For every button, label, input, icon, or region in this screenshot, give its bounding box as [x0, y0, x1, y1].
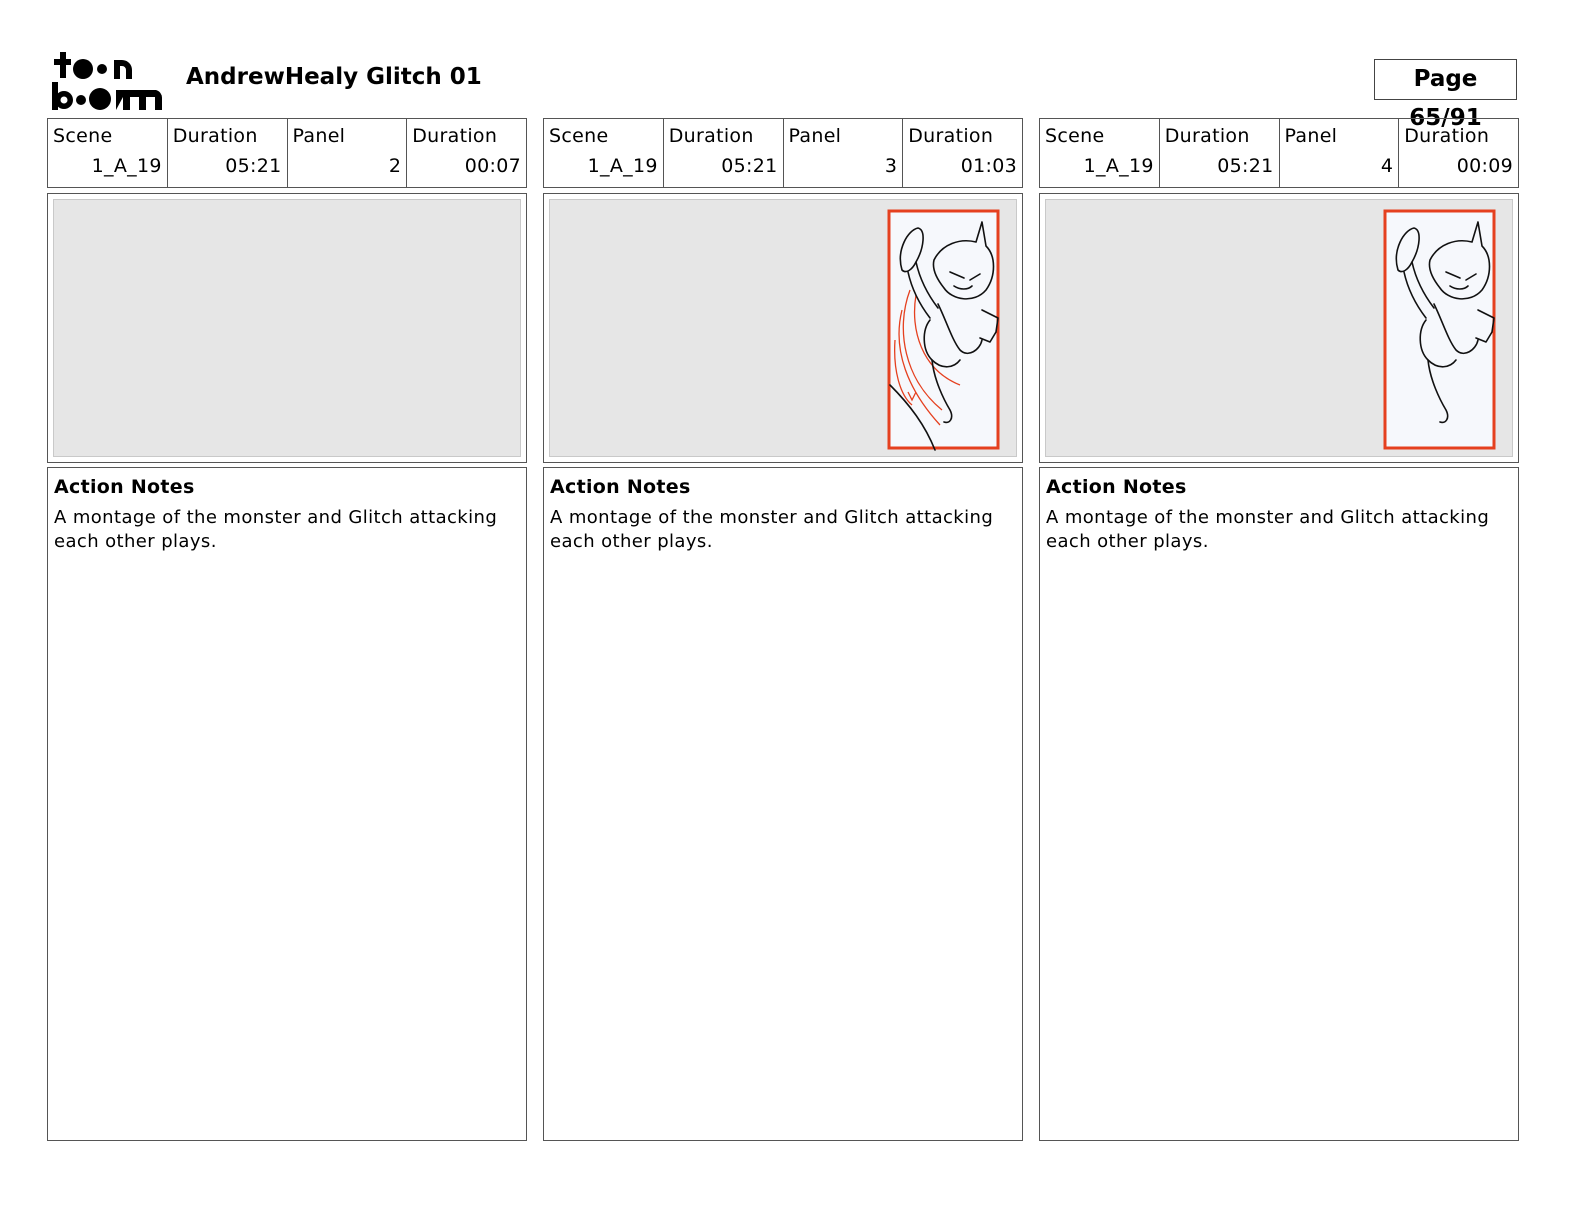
panel-cell	[784, 119, 904, 187]
action-notes-title: Action Notes	[1046, 476, 1187, 498]
scene-value: 1_A_19	[587, 155, 658, 177]
action-notes-title: Action Notes	[54, 476, 195, 498]
action-notes-box[interactable]	[1039, 467, 1519, 1141]
scene-value: 1_A_19	[91, 155, 162, 177]
camera-frame	[1385, 211, 1494, 448]
document-title: AndrewHealy Glitch 01	[186, 64, 482, 90]
panel-info-table	[543, 118, 1023, 188]
scene-label: Scene	[1045, 125, 1105, 147]
toonboom-logo	[50, 50, 164, 112]
scene-duration-value: 05:21	[1217, 155, 1274, 177]
action-notes-box[interactable]	[543, 467, 1023, 1141]
panel-duration-value: 00:07	[464, 155, 521, 177]
action-notes-text: A montage of the monster and Glitch attacking each other plays.	[1046, 507, 1490, 552]
action-notes-text: A montage of the monster and Glitch attacking each other plays.	[54, 507, 498, 552]
panel-info-table	[47, 118, 527, 188]
scene-duration-cell	[1160, 119, 1280, 187]
storyboard-drawing	[550, 200, 1018, 458]
panel-frame[interactable]	[47, 193, 527, 463]
panel-info-table	[1039, 118, 1519, 188]
scene-duration-value: 05:21	[721, 155, 778, 177]
panel-label: Panel	[292, 125, 346, 147]
scene-duration-cell	[168, 119, 288, 187]
scene-duration-label: Duration	[668, 125, 754, 147]
panel-frame[interactable]	[543, 193, 1023, 463]
panel-duration-value: 01:03	[960, 155, 1017, 177]
panel-cell	[288, 119, 408, 187]
panel-duration-label: Duration	[908, 125, 994, 147]
scene-label: Scene	[53, 125, 113, 147]
panel-duration-label: Duration	[1404, 125, 1490, 147]
panel-label: Panel	[1284, 125, 1338, 147]
scene-cell	[48, 119, 168, 187]
panel-image-area	[549, 199, 1017, 457]
panel-duration-cell	[407, 119, 526, 187]
panel-image-area	[1045, 199, 1513, 457]
scene-value: 1_A_19	[1083, 155, 1154, 177]
panel-duration-value: 00:09	[1456, 155, 1513, 177]
panel-cell	[1280, 119, 1400, 187]
scene-cell	[1040, 119, 1160, 187]
scene-cell	[544, 119, 664, 187]
page-number: Page 65/91	[1374, 59, 1517, 100]
scene-duration-label: Duration	[172, 125, 258, 147]
camera-frame	[889, 211, 998, 448]
storyboard-drawing	[1046, 200, 1514, 458]
panel-duration-cell	[903, 119, 1022, 187]
panel-image-area	[53, 199, 521, 457]
panel-value: 4	[1380, 155, 1394, 177]
scene-label: Scene	[549, 125, 609, 147]
panel-frame[interactable]	[1039, 193, 1519, 463]
panel-label: Panel	[788, 125, 842, 147]
panel-value: 3	[884, 155, 898, 177]
scene-duration-value: 05:21	[225, 155, 282, 177]
action-notes-text: A montage of the monster and Glitch attacking each other plays.	[550, 507, 994, 552]
panel-value: 2	[388, 155, 402, 177]
panel-duration-label: Duration	[412, 125, 498, 147]
action-notes-box[interactable]	[47, 467, 527, 1141]
scene-duration-label: Duration	[1164, 125, 1250, 147]
panel-duration-cell	[1399, 119, 1518, 187]
action-notes-title: Action Notes	[550, 476, 691, 498]
scene-duration-cell	[664, 119, 784, 187]
